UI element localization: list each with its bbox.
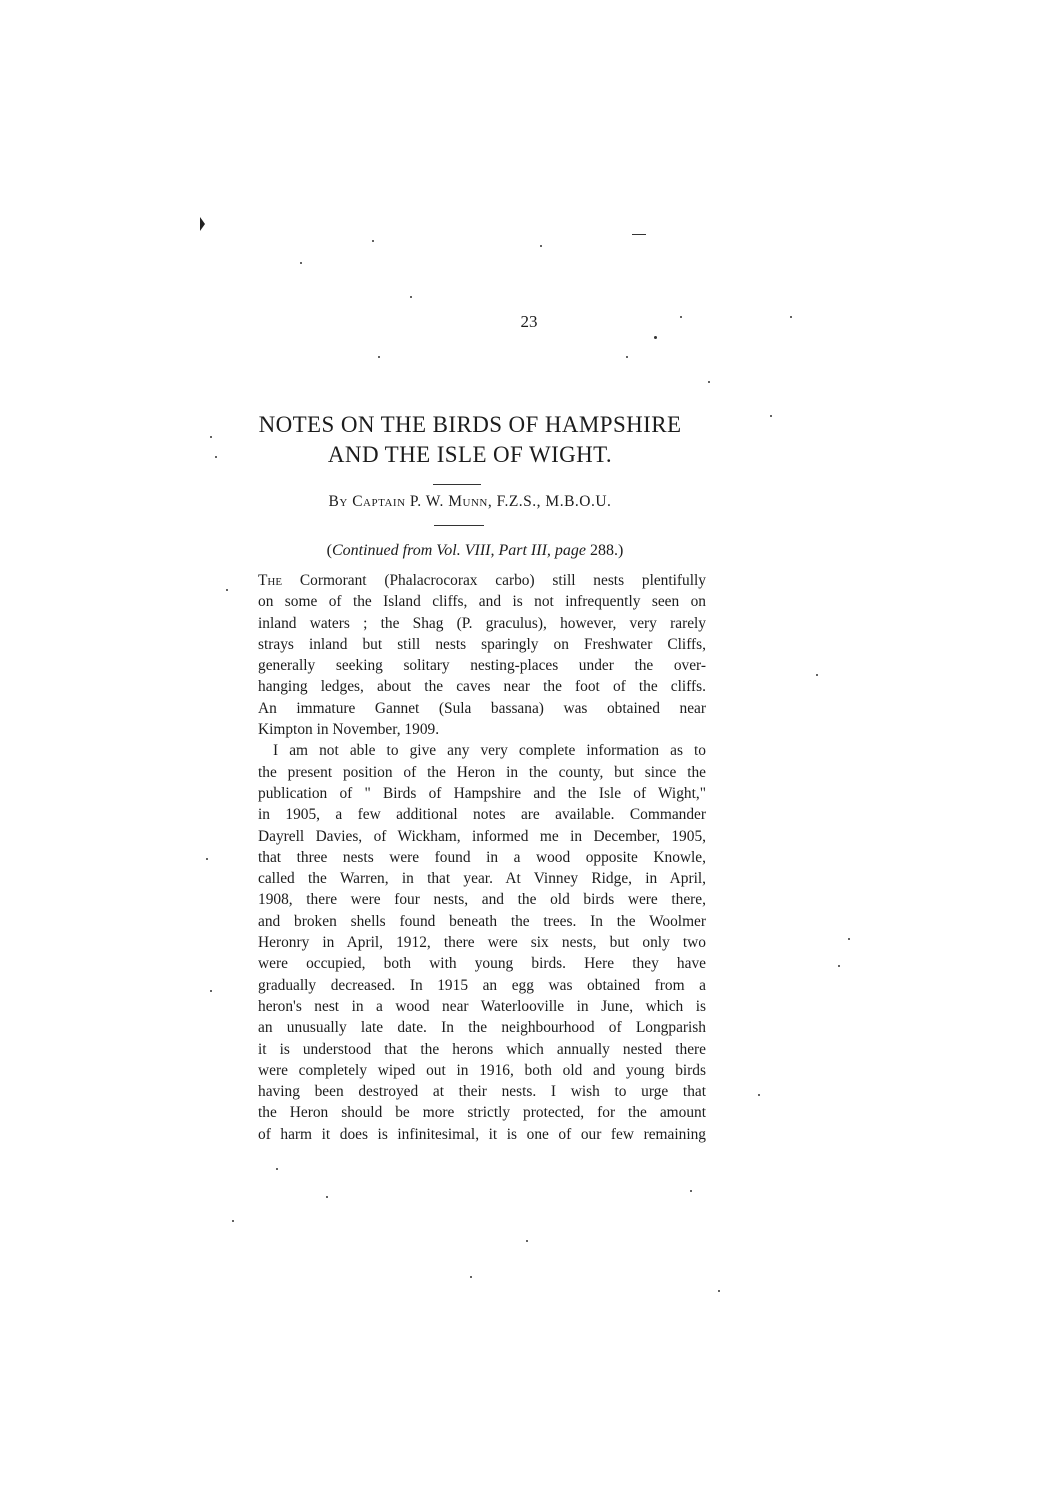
scan-speck xyxy=(690,1190,692,1192)
paragraph-line: inland waters ; the Shag (P. graculus), however, very rarely xyxy=(258,614,706,632)
scan-speck xyxy=(232,1220,234,1222)
title-rule xyxy=(433,484,481,485)
paragraph-line: heron's nest in a wood near Waterlooville in June, which is xyxy=(258,997,706,1015)
byline-prefix: By xyxy=(328,493,348,510)
paragraph-line: 1908, there were four nests, and the old birds were there, xyxy=(258,891,706,909)
paragraph-line: Dayrell Davies, of Wickham, informed me in December, 1905, xyxy=(258,827,706,845)
scan-speck xyxy=(470,1276,472,1278)
title-line-2: AND THE ISLE OF WIGHT. xyxy=(327,442,613,467)
paragraph-line: the present position of the Heron in the county, but since the xyxy=(258,763,706,781)
margin-dash xyxy=(632,234,646,235)
author-credentials: F.Z.S., M.B.O.U. xyxy=(496,493,612,510)
scan-speck xyxy=(838,965,840,967)
scan-speck xyxy=(206,858,208,860)
byline-rule xyxy=(434,525,484,526)
paragraph-line: Kimpton in November, 1909. xyxy=(258,721,440,739)
paragraph-line: Heronry in April, 1912, there were six nests, but only two xyxy=(258,934,706,952)
article-body xyxy=(258,570,706,1145)
scan-speck xyxy=(654,336,657,339)
scan-speck xyxy=(210,990,212,992)
scan-speck xyxy=(526,1240,528,1242)
lead-word: The xyxy=(258,572,283,589)
continuation-page: 288. xyxy=(590,542,619,559)
paragraph-line: it is understood that the herons which annually nested there xyxy=(258,1040,706,1058)
paragraph-line: I am not able to give any very complete information as to xyxy=(273,742,706,760)
paragraph-line: in 1905, a few additional notes are available. Commander xyxy=(258,806,706,824)
scan-speck xyxy=(680,316,682,318)
paragraph-line: having been destroyed at their nests. I wish to urge that xyxy=(258,1083,706,1101)
paragraph-line xyxy=(258,570,706,591)
margin-marker xyxy=(200,217,205,231)
paragraph-line: generally seeking solitary nesting-places under the over- xyxy=(258,657,706,675)
author-name: Captain P. W. Munn, xyxy=(352,493,493,510)
paragraph-line: publication of " Birds of Hampshire and the Isle of Wight," xyxy=(258,784,706,802)
byline xyxy=(0,493,940,511)
paragraph-line: gradually decreased. In 1915 an egg was obtained from a xyxy=(258,976,706,994)
scan-speck xyxy=(626,356,628,358)
paragraph-line: on some of the Island cliffs, and is not infrequently seen on xyxy=(258,593,706,611)
paragraph-line: called the Warren, in that year. At Vinney Ridge, in April, xyxy=(258,870,706,888)
paragraph-line: that three nests were found in a wood opposite Knowle, xyxy=(258,848,706,866)
scan-speck xyxy=(816,674,818,676)
scan-speck xyxy=(210,436,212,438)
paragraph-heron xyxy=(258,740,706,1145)
scan-speck xyxy=(790,316,792,318)
continuation-italic: Continued from Vol. VIII, Part III, page xyxy=(331,542,587,559)
scan-speck xyxy=(708,381,710,383)
paragraph-line: strays inland but still nests sparingly on Freshwater Cliffs, xyxy=(258,635,706,653)
paragraph-line: of harm it does is infinitesimal, it is one of our few remaining xyxy=(258,1125,706,1143)
scan-speck xyxy=(410,296,412,298)
paragraph-line: the Heron should be more strictly protected, for the amount xyxy=(258,1104,706,1122)
scan-speck xyxy=(276,1168,278,1170)
scan-speck xyxy=(215,456,217,458)
title-line-1: NOTES ON THE BIRDS OF HAMPSHIRE xyxy=(258,412,682,437)
continuation-note: (Continued from Vol. VIII, Part III, page 288.) xyxy=(326,542,624,559)
scan-speck xyxy=(758,1094,760,1096)
scan-speck xyxy=(326,1196,328,1198)
page-number: 23 xyxy=(520,312,538,331)
paragraph-line: and broken shells found beneath the trees. In the Woolmer xyxy=(258,912,706,930)
paragraph-line: An immature Gannet (Sula bassana) was obtained near xyxy=(258,699,706,717)
paragraph-line: were completely wiped out in 1916, both old and young birds xyxy=(258,1061,706,1079)
scan-speck xyxy=(540,245,542,247)
scan-speck xyxy=(718,1290,720,1292)
paragraph-line: hanging ledges, about the caves near the foot of the cliffs. xyxy=(258,678,706,696)
scan-speck xyxy=(848,938,850,940)
article-title xyxy=(230,410,710,470)
scan-speck xyxy=(300,262,302,264)
paragraph-line: an unusually late date. In the neighbourhood of Longparish xyxy=(258,1019,706,1037)
first-line-rest: Cormorant (Phalacrocorax carbo) still nests plentifully xyxy=(282,572,706,589)
scan-speck xyxy=(226,589,228,591)
paragraph-line: were occupied, both with young birds. Here they have xyxy=(258,955,706,973)
scan-speck xyxy=(770,415,772,417)
scan-speck xyxy=(378,356,380,358)
scan-speck xyxy=(372,240,374,242)
paragraph-cormorant xyxy=(258,570,706,740)
